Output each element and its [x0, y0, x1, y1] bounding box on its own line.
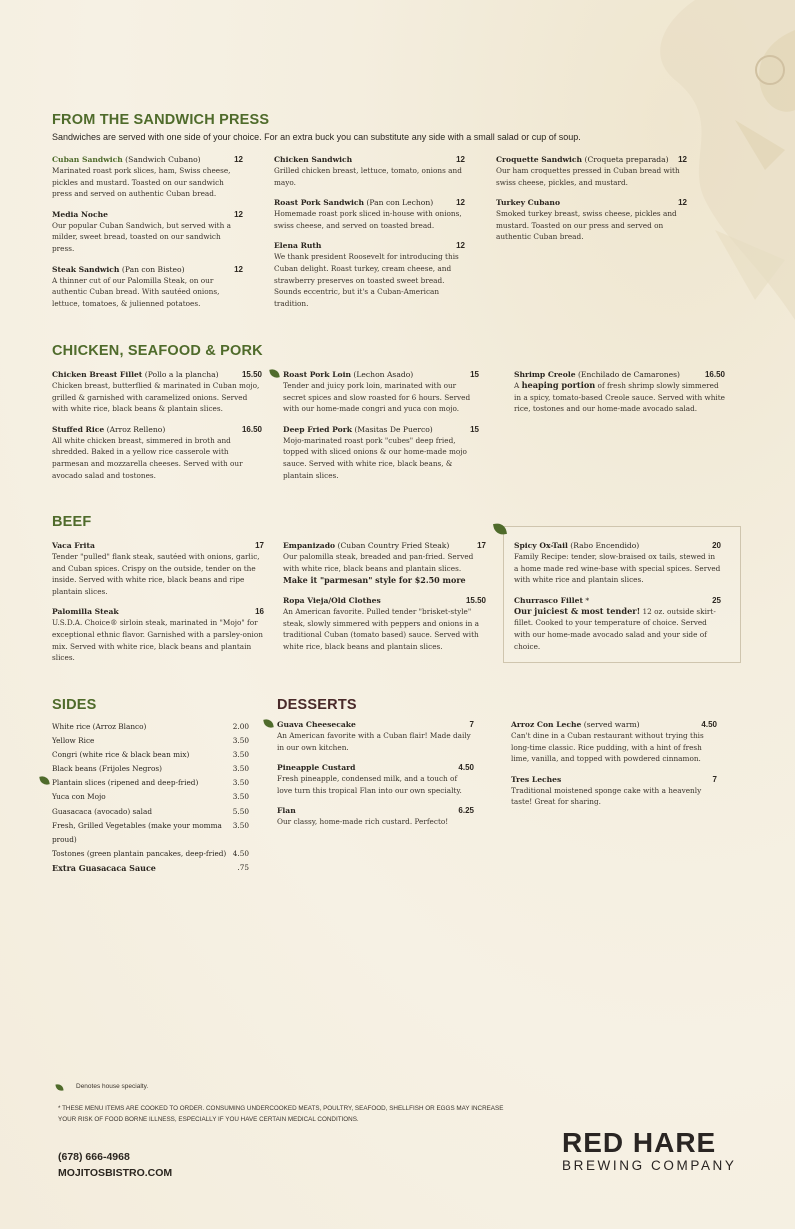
section-title-beef: BEEF: [52, 514, 92, 530]
chicken-col-1: [52, 369, 262, 490]
item-name: Roast Pork Sandwich: [274, 198, 365, 208]
food-safety-note: * THESE MENU ITEMS ARE COOKED TO ORDER. CONSUMING UNDERCOOKED MEATS, POULTRY, SEAFOOD, SHELLFISH OR EGGS MAY INCREASE YOUR RISK OF FOOD BORNE ILLNESS, ESPECIALLY IF YOU HAVE CERTAIN MEDICAL CONDITIONS.: [58, 1105, 504, 1123]
item-price: 12: [678, 155, 687, 164]
sides-list: [52, 720, 249, 875]
item-name: Turkey Cubano: [496, 198, 561, 208]
item-price: 12: [234, 264, 243, 274]
beef-col-2: [283, 540, 486, 662]
menu-item: [52, 209, 243, 255]
item-price: 6.25: [458, 806, 474, 816]
item-name: Flan: [277, 806, 296, 816]
item-name: Media Noche: [52, 209, 108, 219]
side-row: Plantain slices (ripened and deep-fried) 3.50: [52, 778, 249, 788]
menu-item: Empanizado (Cuban Country Fried Steak) 17 Our palomilla steak, breaded and pan-fried. Served with white rice, black beans and plantain slices. Make it "parmesan" style for $2.50 more: [283, 541, 486, 586]
item-desc: Family Recipe: tender, slow-braised ox tails, stewed in a home made red wine-base with special spices. Served with white rice and plantain slices.: [514, 552, 721, 585]
side-row: Tostones (green plantain pancakes, deep-fried) 4.50: [52, 848, 249, 858]
side-row: Yellow Rice 3.50: [52, 736, 249, 746]
item-name: Guava Cheesecake: [277, 720, 356, 729]
item-desc: An American favorite with a Cuban flair! Made daily in our own kitchen.: [277, 731, 471, 752]
item-desc: Chicken breast, butterflied & marinated in Cuban mojo, grilled & garnished with caramelized onions. Served with white rice, black beans & plantain slices.: [52, 381, 260, 414]
menu-item: [496, 197, 687, 243]
menu-item: Shrimp Creole (Enchilado de Camarones) 16.50 A heaping portion of fresh shrimp slowly simmered in a spicy, tomato-based Creole sauce. Served with white rice, tostones and our home-made avocado salad.: [514, 370, 726, 414]
side-row: Fresh, Grilled Vegetables (make your momma proud) 3.50: [52, 820, 249, 844]
house-specialty-leaf-icon: [39, 775, 49, 785]
item-price: 7: [469, 720, 474, 729]
item-name: Stuffed Rice: [52, 424, 105, 434]
red-hare-logo: [562, 1128, 752, 1173]
item-price: 15.50: [465, 596, 486, 606]
item-desc: An American favorite. Pulled tender "brisket-style" steak, slowly simmered with peppers and onions in a traditional Cuban (tomato based) sauce. Served with white rice, black beans and plantain slices.: [283, 607, 479, 651]
house-specialty-leaf-icon: [493, 522, 507, 536]
brand-name: RED HARE: [562, 1127, 717, 1158]
item-price: 15.50: [241, 370, 262, 379]
item-desc: Fresh pineapple, condensed milk, and a touch of love turn this tropical Flan into our own specialty.: [277, 774, 462, 795]
item-desc: Mojo-marinated roast pork "cubes" deep fried, topped with sliced onions & our home-made mojo sauce. Served with white rice, black beans, & plantain slices.: [283, 435, 467, 480]
menu-item: Steak Sandwich (Pan con Bisteo) 12 A thinner cut of our Palomilla Steak, on our authentic Cuban bread. With sautéed onions, lettuce, tomatoes, & julienned potatoes.: [52, 264, 243, 308]
item-name: Cuban Sandwich: [52, 155, 123, 164]
house-specialty-leaf-icon: [55, 1083, 63, 1091]
brand-tagline: BREWING COMPANY: [562, 1158, 737, 1173]
item-price: 15: [470, 370, 479, 379]
item-price: 17: [477, 541, 486, 550]
menu-item: [277, 762, 474, 796]
menu-item: Spicy Ox-Tail (Rabo Encendido) 20 Family Recipe: tender, slow-braised ox tails, stewed in a home made red wine-base with special spices. Served with white rice and plantain slices.: [514, 541, 721, 585]
item-name: Empanizado: [283, 541, 336, 550]
item-price: 12: [456, 155, 465, 164]
menu-item: Churrasco Fillet * 25 Our juiciest & most tender! 12 oz. outside skirt-fillet. Cooked to your temperature of choice. Served with our home-made avocado salad and your side of choice.: [514, 595, 721, 651]
item-desc: Can't dine in a Cuban restaurant without trying this long-time classic. Rice pudding, with a hint of fresh lime, vanilla, and topped with powdered cinnamon.: [511, 731, 704, 764]
item-name: Arroz Con Leche: [511, 720, 582, 729]
side-row: Yuca con Mojo 3.50: [52, 792, 249, 802]
phone-number[interactable]: (678) 666-4968: [58, 1151, 130, 1163]
item-price: 12: [234, 155, 243, 164]
house-specialty-leaf-icon: [263, 718, 273, 728]
section-title-sandwich: FROM THE SANDWICH PRESS: [52, 112, 270, 128]
menu-item: Chicken Breast Fillet (Pollo a la plancha) 15.50 Chicken breast, butterflied & marinated in Cuban mojo, grilled & garnished with caramelized onions. Served with white rice, black beans & plantain slices.: [52, 370, 262, 414]
item-desc: Tender "pulled" flank steak, sautéed with onions, garlic, and Cuban spices. Crispy on the outside, tender on the inside. Served with white rice, black beans and ripe plantain slices.: [52, 552, 260, 596]
item-name: Churrasco Fillet: [514, 595, 584, 605]
item-price: 4.50: [458, 763, 474, 773]
item-name: Chicken Sandwich: [274, 155, 353, 164]
item-desc: Smoked turkey breast, swiss cheese, pickles and mustard. Toasted on our press and served on authentic Cuban bread.: [496, 209, 677, 242]
item-desc: Our popular Cuban Sandwich, but served with a milder, sweet bread, toasted on our sandwich press.: [52, 220, 231, 253]
item-name: Pineapple Custard: [277, 763, 356, 773]
item-price: 16.50: [704, 370, 725, 379]
item-price: 12: [456, 241, 465, 251]
section-title-desserts: DESSERTS: [277, 697, 357, 713]
item-price: 4.50: [701, 720, 717, 729]
item-price: 12: [234, 209, 243, 219]
chicken-col-2: [283, 369, 479, 490]
item-desc: Traditional moistened sponge cake with a heavenly taste! Great for sharing.: [511, 785, 702, 807]
side-row: Congri (white rice & black bean mix) 3.50: [52, 750, 249, 760]
menu-item: [274, 240, 465, 309]
item-name: Spicy Ox-Tail: [514, 541, 568, 550]
item-name: Chicken Breast Fillet: [52, 370, 143, 379]
item-desc: Marinated roast pork slices, ham, Swiss cheese, pickles and mustard. Toasted on our sandwich press and served on authentic Cuban bread.: [52, 166, 231, 199]
item-name: Ropa Vieja/Old Clothes: [283, 596, 381, 606]
house-specialty-leaf-icon: [269, 368, 279, 378]
menu-item: Stuffed Rice (Arroz Relleno) 16.50 All white chicken breast, simmered in broth and shredded. Baked in a yellow rice casserole with parmesan and mozzarella cheeses. Served with our avocado salad and tostones.: [52, 424, 262, 480]
menu-item: Cuban Sandwich (Sandwich Cubano) 12 Marinated roast pork slices, ham, Swiss cheese, pickles and mustard. Toasted on our sandwich press and served on authentic Cuban bread.: [52, 155, 243, 199]
menu-item: [277, 805, 474, 828]
parmesan-callout: Make it "parmesan" style for $2.50 more: [283, 575, 466, 586]
item-name: Palomilla Steak: [52, 607, 119, 617]
beef-col-3: [514, 540, 721, 661]
menu-item: [52, 606, 264, 663]
item-price: 15: [470, 424, 479, 434]
menu-item: [277, 719, 474, 753]
item-price: 16: [255, 607, 264, 617]
side-row: White rice (Arroz Blanco) 2.00: [52, 722, 249, 731]
section-title-sides: SIDES: [52, 697, 97, 713]
menu-item: [274, 154, 465, 188]
section-title-chicken: CHICKEN, SEAFOOD & PORK: [52, 343, 263, 359]
item-desc: Our ham croquettes pressed in Cuban bread with swiss cheese, pickles, and mustard.: [496, 166, 680, 187]
item-name: Elena Ruth: [274, 241, 322, 251]
item-name: Vaca Frita: [52, 541, 95, 550]
item-name: Tres Leches: [511, 774, 562, 784]
desserts-col-1: [277, 719, 474, 837]
legend-text: Denotes house specialty.: [76, 1083, 149, 1090]
beef-col-1: [52, 540, 264, 673]
item-name: Shrimp Creole: [514, 370, 576, 379]
menu-item: [52, 540, 264, 597]
desserts-col-2: [511, 719, 717, 817]
item-price: 20: [712, 541, 721, 550]
item-price: 25: [712, 595, 721, 605]
item-desc: We thank president Roosevelt for introducing this Cuban delight. Roast turkey, cream cheese, and strawberry preserves on toasted sweet bread. Sounds eccentric, but it's a Cuban-American tradition.: [274, 252, 459, 308]
menu-item: Croquette Sandwich (Croqueta preparada) 12 Our ham croquettes pressed in Cuban bread with swiss cheese, pickles, and mustard.: [496, 155, 687, 187]
sandwich-col-1: [52, 154, 243, 318]
item-price: 12: [456, 198, 465, 208]
item-desc: Grilled chicken breast, lettuce, tomato, onions and mayo.: [274, 166, 462, 187]
side-row: Guasacaca (avocado) salad 5.50: [52, 806, 249, 816]
menu-item: Deep Fried Pork (Masitas De Puerco) 15 Mojo-marinated roast pork "cubes" deep fried, topped with sliced onions & our home-made mojo sauce. Served with white rice, black beans, & plantain slices.: [283, 424, 479, 480]
menu-item: [511, 774, 717, 808]
item-desc: Tender and juicy pork loin, marinated with our secret spices and slow roasted for 6 hours. Served with our home-made congri and yuca con mojo.: [283, 381, 471, 414]
item-desc: A heaping portion of fresh shrimp slowly simmered in a spicy, tomato-based Creole sauce. Served with white rice, tostones and our home-made avocado salad.: [514, 380, 726, 414]
item-desc: Our juiciest & most tender! 12 oz. outside skirt-fillet. Cooked to your temperature of choice. Served with our home-made avocado salad and your side of choice.: [514, 605, 716, 651]
item-desc: Homemade roast pork sliced in-house with onions, swiss cheese, and served on toasted bread.: [274, 209, 462, 230]
item-price: 17: [255, 541, 264, 550]
item-name: Deep Fried Pork: [283, 424, 352, 434]
sandwich-col-2: [274, 154, 465, 318]
side-row: Extra Guasacaca Sauce .75: [52, 862, 249, 873]
menu-item: Roast Pork Sandwich (Pan con Lechon) 12 Homemade roast pork sliced in-house with onions, swiss cheese, and served on toasted bread.: [274, 198, 465, 230]
item-desc: U.S.D.A. Choice® sirloin steak, marinated in "Mojo" for exceptional ethnic flavor. Garnished with a parsley-onion mix. Served with white rice, black beans and plantain slices.: [52, 618, 263, 663]
menu-item: Arroz Con Leche (served warm) 4.50 Can't dine in a Cuban restaurant without trying this long-time classic. Rice pudding, with a hint of fresh lime, vanilla, and topped with powdered cinnamon.: [511, 720, 717, 764]
item-name: Roast Pork Loin: [283, 370, 352, 379]
item-desc: All white chicken breast, simmered in broth and shredded. Baked in a yellow rice casserole with parmesan and mozzarella cheeses. Served with our avocado salad and tostones.: [52, 435, 243, 480]
item-desc: Our classy, home-made rich custard. Perfecto!: [277, 817, 449, 827]
menu-item: [283, 595, 486, 652]
side-row: Black beans (Frijoles Negros) 3.50: [52, 764, 249, 774]
menu-item: Roast Pork Loin (Lechon Asado) 15 Tender and juicy pork loin, marinated with our secret spices and slow roasted for 6 hours. Served with our home-made congri and yuca con mojo.: [283, 370, 479, 414]
item-price: 16.50: [241, 424, 262, 434]
item-desc: A thinner cut of our Palomilla Steak, on our authentic Cuban bread. With sautéed onions, lettuce, tomatoes, & julienned potatoes.: [52, 275, 220, 308]
item-desc: Our palomilla steak, breaded and pan-fried. Served with white rice, black beans and plantain slices.: [283, 552, 474, 573]
sandwich-intro: Sandwiches are served with one side of your choice. For an extra buck you can substitute any side with a small salad or cup of soup.: [52, 132, 581, 142]
chicken-col-3: [514, 369, 725, 424]
item-name: Croquette Sandwich: [496, 155, 583, 164]
sandwich-col-3: [496, 154, 687, 252]
website-link[interactable]: MOJITOSBISTRO.COM: [58, 1167, 173, 1179]
item-price: 12: [678, 198, 687, 208]
item-price: 7: [712, 774, 717, 784]
item-name: Steak Sandwich: [52, 264, 120, 274]
